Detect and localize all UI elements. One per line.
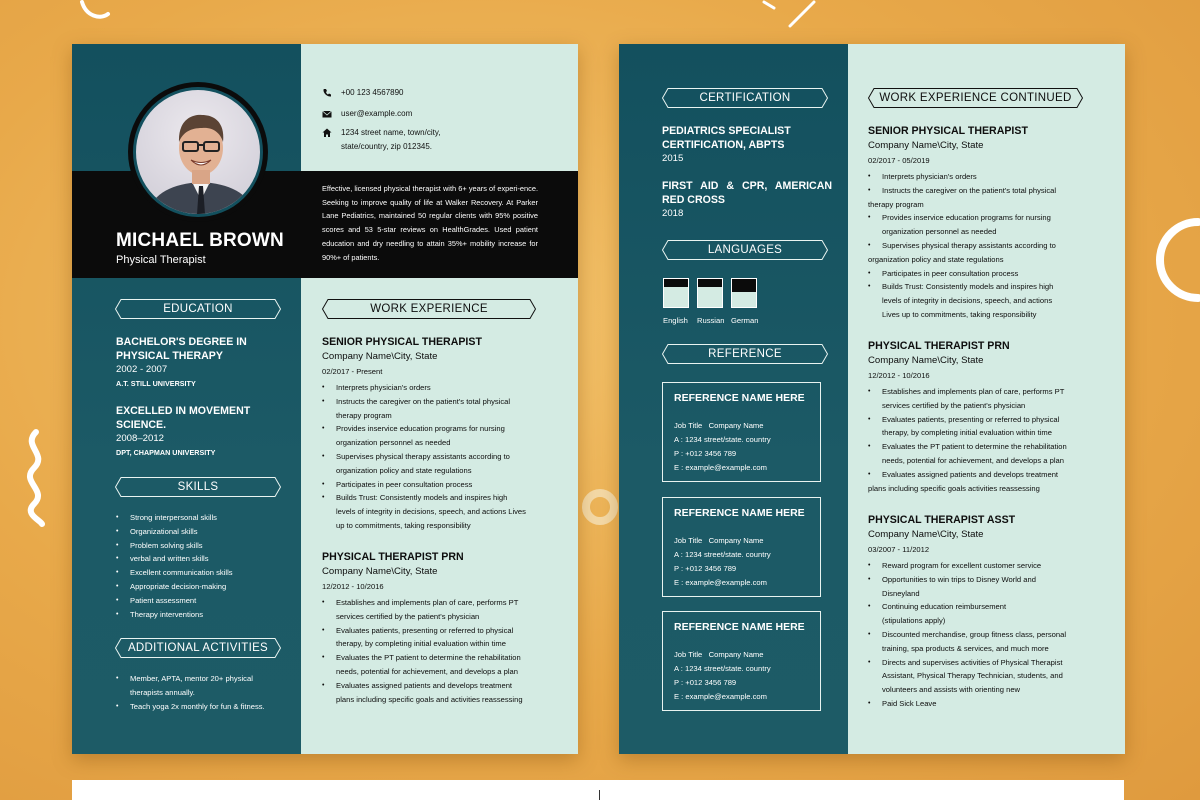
job-company: Company Name\City, State [322, 566, 438, 577]
language-russian: Russian [697, 278, 723, 325]
duty-item [868, 468, 1098, 482]
bullet: • [868, 283, 871, 291]
duty-text: Supervises physical therapy assistants according to [882, 240, 1056, 250]
duty-item-continuation [868, 426, 1098, 440]
contact-email: user@example.com [322, 107, 412, 121]
job-duties-list [322, 596, 552, 706]
duty-text: Evaluates the PT patient to determine the rehabilitation [336, 653, 521, 663]
job-duties-list [868, 559, 1098, 711]
duty-text: organization personnel as needed [336, 438, 451, 448]
bullet: • [868, 269, 871, 277]
job-title: PHYSICAL THERAPIST PRN [868, 340, 1010, 352]
bullet: • [868, 470, 871, 478]
duty-item-continuation [868, 308, 1098, 322]
duty-text: Continuing education reimbursement [882, 602, 1007, 612]
duty-item [322, 679, 552, 693]
bullet: • [868, 186, 871, 194]
duty-text: up to commitments, taking responsibility [336, 520, 471, 530]
activities-list [116, 672, 291, 713]
bullet: • [322, 599, 325, 606]
duty-item [322, 450, 552, 464]
skill-item: • Problem solving skills [116, 539, 286, 553]
duty-text: Disneyland [882, 588, 920, 598]
duty-item [322, 624, 552, 638]
duty-text: Builds Trust: Consistently models and inspires high [336, 493, 508, 503]
bullet: • [322, 397, 325, 405]
language-german: German [731, 278, 757, 325]
duty-item [868, 656, 1098, 670]
reference-card: REFERENCE NAME HERE Job Title Company Name A : 1234 street/state. country P : +012 3456 789 E : example@example.com [662, 611, 821, 711]
duty-item-continuation [868, 669, 1098, 683]
work-experience-heading: WORK EXPERIENCE [322, 299, 536, 319]
duty-text: plans including specific goals activities reassessing [868, 483, 1040, 493]
duty-text: Instructs the caregiver on the patient's total physical [882, 185, 1057, 195]
bullet: • [322, 480, 325, 488]
languages-heading: LANGUAGES [662, 240, 828, 260]
skills-heading: SKILLS [115, 477, 281, 497]
ring-decoration [580, 487, 620, 527]
duty-text: (stipulations apply) [882, 616, 946, 626]
duty-item-continuation [322, 436, 552, 450]
duty-item-continuation [868, 253, 1098, 267]
duty-text: Evaluates the PT patient to determine the rehabilitation [882, 442, 1067, 452]
bullet: • [322, 626, 325, 634]
duty-text: Evaluates patients, presenting or referred to physical [336, 625, 514, 635]
duty-text: Assistant, Physical Therapy Technician, students, and [882, 671, 1063, 681]
duty-text: therapy program [868, 199, 924, 209]
duty-text: Reward program for excellent customer service [882, 561, 1042, 570]
duty-item-continuation [322, 464, 552, 478]
duty-item [322, 491, 552, 505]
duty-item [868, 600, 1098, 614]
job-dates: 03/2007 - 11/2012 [868, 545, 930, 554]
duty-text: services certified by the patient's physician [336, 611, 480, 621]
bullet: • [868, 173, 871, 180]
work-continued-heading: WORK EXPERIENCE CONTINUED [868, 88, 1083, 108]
duty-text: Interprets physician's orders [336, 383, 431, 392]
duty-item-continuation [868, 399, 1098, 413]
duty-item-continuation [868, 642, 1098, 656]
duty-text: needs, potential for achievement, and develops a plan [336, 666, 518, 676]
reference-heading: REFERENCE [662, 344, 828, 364]
duty-item [322, 478, 552, 492]
duty-item [322, 651, 552, 665]
duty-item [868, 280, 1098, 294]
duty-text: Opportunities to win trips to Disney World and [882, 574, 1036, 584]
education-item: BACHELOR'S DEGREE IN PHYSICAL THERAPY 2002 - 2007 A.T. STILL UNIVERSITY [116, 336, 247, 388]
duty-item-continuation [868, 683, 1098, 697]
duty-text: Evaluates patients, presenting or referred to physical [882, 414, 1060, 424]
duty-text: Interprets physician's orders [882, 172, 977, 181]
job-duties-list [322, 381, 552, 533]
duty-text: volunteers and assists with orienting new [882, 685, 1021, 695]
duty-item [322, 395, 552, 409]
bullet: • [868, 562, 871, 569]
candidate-role: Physical Therapist [116, 254, 206, 266]
duty-text: Evaluates assigned patients and develops treatment [336, 680, 513, 690]
duty-item [322, 596, 552, 610]
certification-item: PEDIATRICS SPECIALIST CERTIFICATION, ABPTS 2015 [662, 125, 791, 164]
duty-text: organization policy and state regulations [336, 465, 472, 475]
duty-item [868, 413, 1098, 427]
bullet: • [868, 388, 871, 395]
next-page-preview [72, 780, 1124, 800]
bullet: • [322, 425, 325, 433]
reference-card: REFERENCE NAME HERE Job Title Company Name A : 1234 street/state. country P : +012 3456 789 E : example@example.com [662, 382, 821, 482]
job-dates: 12/2012 - 10/2016 [868, 371, 930, 380]
duty-item [322, 422, 552, 436]
bullet: • [868, 603, 871, 611]
bullet: • [868, 699, 871, 707]
job-company: Company Name\City, State [868, 140, 984, 151]
duty-text: Discounted merchandise, group fitness class, personal [882, 629, 1067, 639]
certification-item: FIRST AID & CPR, AMERICAN RED CROSS 2018 [662, 180, 832, 219]
duty-text: organization policy and state regulations [868, 254, 1004, 264]
duty-text: Provides inservice education programs for nursing [336, 424, 505, 434]
duty-text: Paid Sick Leave [882, 698, 937, 708]
duty-text: Supervises physical therapy assistants according to [336, 451, 510, 461]
language-level-indicator [663, 278, 689, 308]
bullet: • [868, 630, 871, 638]
duty-text: plans including specific goals and activities reassessing [336, 694, 523, 704]
duty-item-continuation [322, 505, 552, 519]
profile-summary: Effective, licensed physical therapist with 6+ years of experi-ence. Seeking to improve quality of life at Walker Recovery. At Parker Lane Pediatrics, maintained 50 regular clients with 95% positive scores and 53 5-star reviews on HealthGrades. Used patient education and dry needling to attain 35%+ mobility increase for 90%+ of patients. [322, 184, 538, 262]
duty-item [868, 573, 1098, 587]
activity-item: • Member, APTA, mentor 20+ physical [116, 672, 291, 686]
mail-icon [322, 109, 332, 119]
duty-item-continuation [868, 225, 1098, 239]
duty-text: Establishes and implements plan of care, performs PT [882, 387, 1065, 396]
bullet: • [322, 681, 325, 689]
duty-item-continuation [868, 482, 1098, 496]
skill-item: • Appropriate decision-making [116, 580, 286, 594]
arc-decoration [1140, 212, 1200, 312]
duty-item [868, 385, 1098, 399]
skill-item: • Strong interpersonal skills [116, 511, 286, 525]
duty-text: therapy, by completing initial evaluation within time [336, 639, 506, 649]
language-english: English [663, 278, 689, 325]
duty-item [868, 211, 1098, 225]
duty-item-continuation [868, 614, 1098, 628]
duty-item [868, 267, 1098, 281]
certification-heading: CERTIFICATION [662, 88, 828, 108]
duty-item [868, 697, 1098, 711]
curve-decoration [78, 0, 118, 24]
activity-item: therapists annually. [130, 687, 195, 697]
duty-item-continuation [868, 454, 1098, 468]
phone-icon [322, 88, 332, 98]
profile-photo [128, 82, 268, 222]
duty-text: levels of integrity in decisions, speech, and actions [882, 296, 1053, 306]
skill-item: • Organizational skills [116, 525, 286, 539]
duty-text: services certified by the patient's physician [882, 400, 1026, 410]
duty-item-continuation [322, 637, 552, 651]
job-company: Company Name\City, State [868, 355, 984, 366]
job-entry [322, 550, 552, 706]
duty-text: therapy program [336, 410, 392, 420]
contact-address: 1234 street name, town/city, state/country, zip 012345. [322, 126, 440, 153]
job-company: Company Name\City, State [322, 351, 438, 362]
bullet: • [322, 654, 325, 662]
resume-page-2 [619, 44, 1125, 754]
duty-item [868, 440, 1098, 454]
squiggle-decoration [18, 428, 52, 528]
skill-item: • verbal and written skills [116, 552, 286, 566]
bullet: • [868, 575, 871, 583]
job-entry [868, 339, 1098, 495]
duty-text: Participates in peer consultation process [336, 479, 473, 489]
job-entry [322, 335, 552, 533]
home-icon [322, 128, 332, 138]
duty-text: Participates in peer consultation process [882, 268, 1019, 278]
duty-text: organization personnel as needed [882, 227, 997, 237]
job-duties-list [868, 385, 1098, 495]
bullet: • [868, 214, 871, 222]
language-level-indicator [731, 278, 757, 308]
duty-text: Directs and supervises activities of Physical Therapist [882, 657, 1063, 667]
duty-item [868, 170, 1098, 184]
duty-text: Instructs the caregiver on the patient's total physical [336, 396, 511, 406]
job-title: SENIOR PHYSICAL THERAPIST [322, 336, 482, 348]
skill-item: • Therapy interventions [116, 608, 286, 622]
job-dates: 02/2017 - Present [322, 367, 383, 376]
duty-item-continuation [322, 519, 552, 533]
duty-item [868, 628, 1098, 642]
duty-text: therapy, by completing initial evaluation within time [882, 428, 1052, 438]
duty-text: Lives up to commitments, taking responsibility [882, 309, 1037, 319]
duty-item [868, 559, 1098, 573]
bullet: • [868, 443, 871, 451]
duty-text: Evaluates assigned patients and develops treatment [882, 469, 1059, 479]
duty-item-continuation [868, 198, 1098, 212]
duty-text: Provides inservice education programs for nursing [882, 213, 1051, 223]
duty-item-continuation [322, 665, 552, 679]
skills-list [116, 511, 286, 621]
job-title: SENIOR PHYSICAL THERAPIST [868, 125, 1028, 137]
duty-text: Establishes and implements plan of care, performs PT [336, 598, 519, 607]
contact-phone: +00 123 4567890 [322, 86, 404, 100]
duty-item-continuation [322, 409, 552, 423]
bullet: • [868, 241, 871, 249]
duty-item-continuation [322, 610, 552, 624]
education-heading: EDUCATION [115, 299, 281, 319]
job-duties-list [868, 170, 1098, 322]
duty-item-continuation [868, 587, 1098, 601]
bullet: • [868, 658, 871, 666]
duty-text: Builds Trust: Consistently models and inspires high [882, 282, 1054, 292]
education-item: EXCELLED IN MOVEMENT SCIENCE. 2008–2012 DPT, CHAPMAN UNIVERSITY [116, 405, 251, 457]
language-level-indicator [697, 278, 723, 308]
job-dates: 12/2012 - 10/2016 [322, 582, 384, 591]
divider [599, 790, 600, 800]
duty-item [322, 381, 552, 395]
line-decoration [760, 0, 830, 30]
bullet: • [322, 494, 325, 502]
skill-item: • Patient assessment [116, 594, 286, 608]
skill-item: • Excellent communication skills [116, 566, 286, 580]
duty-text: training, spa products & services, and much more [882, 643, 1049, 653]
activity-item: • Teach yoga 2x monthly for fun & fitness. [116, 700, 291, 714]
job-title: PHYSICAL THERAPIST ASST [868, 514, 1016, 526]
job-title: PHYSICAL THERAPIST PRN [322, 551, 464, 563]
duty-item-continuation [322, 693, 552, 707]
duty-item [868, 184, 1098, 198]
duty-text: levels of integrity in decisions, speech, and actions Lives [336, 507, 526, 517]
bullet: • [868, 415, 871, 423]
activities-heading: ADDITIONAL ACTIVITIES [115, 638, 281, 658]
bullet: • [322, 452, 325, 460]
job-company: Company Name\City, State [868, 529, 984, 540]
person-portrait-icon [136, 90, 263, 217]
duty-item-continuation [868, 294, 1098, 308]
reference-card: REFERENCE NAME HERE Job Title Company Name A : 1234 street/state. country P : +012 3456 789 E : example@example.com [662, 497, 821, 597]
bullet: • [322, 384, 325, 391]
job-dates: 02/2017 - 05/2019 [868, 156, 930, 165]
resume-page-1 [72, 44, 578, 754]
candidate-name: MICHAEL BROWN [116, 230, 284, 251]
job-entry [868, 513, 1098, 711]
duty-item [868, 239, 1098, 253]
job-entry [868, 124, 1098, 322]
duty-text: needs, potential for achievement, and develops a plan [882, 455, 1064, 465]
